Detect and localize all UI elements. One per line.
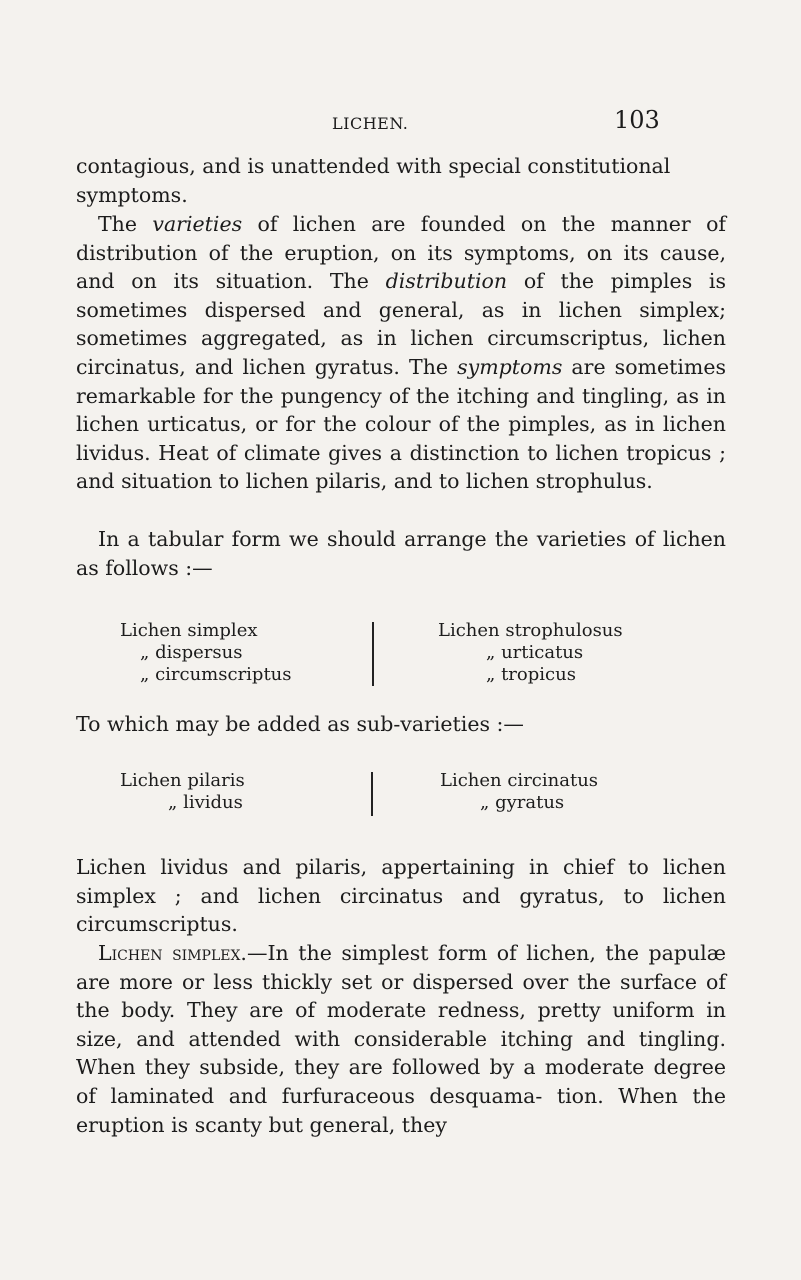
table-left-column	[120, 770, 245, 814]
table-cell: Lichen pilaris	[120, 770, 245, 791]
page-header	[0, 106, 801, 136]
table-cell	[120, 792, 245, 814]
table-divider	[372, 622, 374, 686]
table-cell	[438, 642, 623, 664]
text-run: of lichen are founded on the manner of distribution of the eruption, on its symptoms, on its cause, and on its situation. The	[76, 212, 726, 294]
table-cell: Lichen simplex	[120, 620, 258, 641]
table-cell	[120, 642, 292, 664]
section-heading: Lichen simplex.	[98, 941, 247, 965]
emphasis-symptoms: symptoms	[457, 354, 563, 379]
text-run: The	[98, 212, 153, 236]
paragraph-intro	[76, 152, 726, 209]
table-left-column	[120, 620, 292, 686]
paragraph-intro-line1: contagious, and is unattended with special constitutional	[76, 154, 671, 178]
ditto-mark: „	[140, 664, 150, 685]
emphasis-distribution: distribution	[385, 269, 508, 294]
ditto-mark: „	[486, 642, 496, 663]
paragraph-lichen-simplex	[76, 939, 726, 1139]
table-cell	[120, 664, 292, 686]
running-head: LICHEN.	[332, 114, 409, 133]
table-cell-text: lividus	[183, 792, 243, 813]
ditto-mark: „	[140, 642, 150, 663]
paragraph-tabular: In a tabular form we should arrange the varieties of lichen as follows :—	[76, 527, 726, 580]
paragraph-intro-line2: symptoms.	[76, 182, 188, 207]
sub-varieties-intro: To which may be added as sub-varieties :—	[76, 712, 524, 736]
table-cell	[440, 792, 598, 814]
table-right-column	[438, 620, 623, 686]
varieties-table	[0, 620, 801, 690]
table-cell-text: tropicus	[501, 664, 576, 685]
table-divider	[371, 772, 373, 816]
page-number: 103	[614, 106, 660, 134]
text-run: are sometimes remarkable for the pungency of the itching and tingling, as in lichen urticatus, or for the colour of the pimples, as in lichen lividus. Heat of climate gives a distinction to lichen tropicus ; and situation to lichen pilaris, and to lichen strophulus.	[76, 354, 727, 494]
ditto-mark: „	[168, 792, 178, 813]
paragraph-varieties	[76, 210, 726, 496]
sub-varieties-table	[0, 770, 801, 820]
text-run: of the pimples is sometimes dispersed and general, as in lichen simplex; sometimes aggregated, as in lichen circumscriptus, lichen circinatus, and lichen gyratus. The	[76, 269, 727, 379]
ditto-mark: „	[480, 792, 490, 813]
ditto-mark: „	[486, 664, 496, 685]
table-cell-text: circumscriptus	[155, 664, 292, 685]
table-cell	[438, 664, 623, 686]
table-cell: Lichen circinatus	[440, 770, 599, 791]
section-body: —In the simplest form of lichen, the papulæ are more or less thickly set or dispersed over the surface of the body. They are of moderate redness, pretty uniform in size, and attended with considerable itching and tingling. When they subside, they are followed by a moderate degree of laminated and furfuraceous desquama- tion. When the eruption is scanty but general, they	[76, 941, 726, 1137]
table-cell-text: gyratus	[495, 792, 565, 813]
table-right-column	[440, 770, 598, 814]
paragraph-appertaining: Lichen lividus and pilaris, appertaining in chief to lichen simplex ; and lichen circinatus and gyratus, to lichen circumscriptus.	[76, 855, 726, 937]
table-cell-text: urticatus	[501, 642, 584, 663]
table-cell-text: dispersus	[155, 642, 243, 663]
table-cell: Lichen strophulosus	[438, 620, 623, 641]
emphasis-varieties: varieties	[152, 212, 243, 236]
